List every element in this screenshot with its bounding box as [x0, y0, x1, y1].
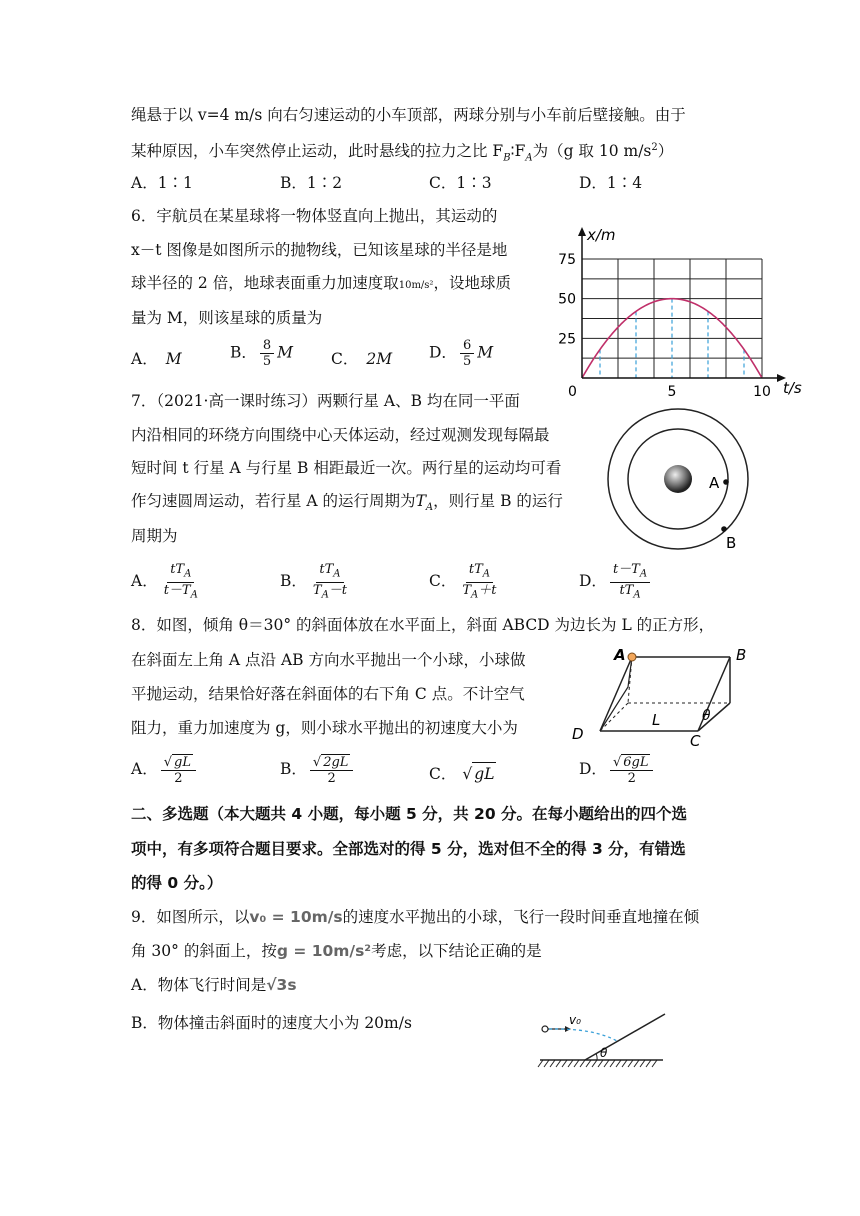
planet-a-label: A — [709, 474, 720, 492]
q5-sup: 2 — [651, 142, 658, 153]
hatch-mark — [652, 1060, 657, 1067]
q8-option-a: A． √ gL 2 — [131, 754, 199, 786]
v0-label: v₀ — [569, 1013, 581, 1027]
q7-opt-b-num: tT — [319, 562, 334, 577]
q8-line1: 8．如图，倾角 θ＝30° 的斜面体放在水平面上，斜面 ABCD 为边长为 L 的正方形， — [131, 616, 715, 634]
label-theta: θ — [702, 708, 711, 724]
central-body — [664, 465, 692, 493]
q6-opt-c-label: C． — [331, 350, 359, 368]
q7-opt-b-label: B． — [280, 572, 307, 591]
theta-arc — [596, 1054, 597, 1061]
y-tick-50: 50 — [558, 291, 576, 308]
hatch-mark — [538, 1060, 543, 1067]
q5-sub-b: B — [503, 152, 511, 164]
q9-option-a — [131, 974, 297, 996]
q8-line3: 平抛运动，结果恰好落在斜面体的右下角 C 点。不计空气 — [131, 685, 525, 703]
q7-option-b — [280, 562, 353, 602]
q6-line1: 6．宇航员在某星球将一物体竖直向上抛出，其运动的 — [131, 207, 498, 225]
q7-opt-d-den-sub: A — [633, 589, 641, 601]
q6-gravity-value: 10m/s² — [398, 280, 434, 291]
q6-opt-b-label: B． — [230, 343, 257, 362]
q7-line1: 7．（2021·高一课时练习）两颗行星 A、B 均在同一平面 — [131, 392, 520, 410]
hatch-mark — [592, 1060, 597, 1067]
hatch-mark — [646, 1060, 651, 1067]
q6-opt-d-num: 6 — [460, 338, 474, 354]
q6-line3c: ，设地球质 — [433, 274, 511, 292]
q5-option-c: C．1∶3 — [429, 174, 492, 192]
x-axis-label: t/s — [783, 379, 802, 397]
q6-option-c — [331, 348, 392, 370]
q9-line1 — [131, 906, 699, 928]
q7-opt-b-den-tail: －t — [328, 582, 348, 598]
q6-option-b — [230, 338, 293, 369]
q8-opt-d-label: D． — [579, 760, 607, 778]
theta-label: θ — [600, 1046, 608, 1060]
q6-opt-b-den: 5 — [262, 354, 272, 369]
hatch-mark — [610, 1060, 615, 1067]
q7-line5: 周期为 — [131, 527, 178, 545]
projectile-ball — [542, 1026, 548, 1032]
q8-opt-b-label: B． — [280, 760, 307, 778]
q9-line1a: 9．如图所示，以 — [131, 908, 250, 926]
hatch-mark — [628, 1060, 633, 1067]
q7-opt-b-den: T — [312, 582, 322, 598]
q8-line2: 在斜面左上角 A 点沿 AB 方向水平抛出一个小球，小球做 — [131, 651, 526, 669]
q8-line4: 阻力，重力加速度为 g，则小球水平抛出的初速度大小为 — [131, 719, 518, 737]
label-c: C — [690, 732, 701, 750]
orbit-diagram — [606, 403, 776, 553]
q7-period-sub: A — [425, 502, 434, 514]
q6-opt-c-val: 2M — [366, 350, 393, 368]
hatch-mark — [586, 1060, 591, 1067]
q6-opt-d-label: D． — [429, 343, 457, 362]
q6-opt-a-label: A． — [131, 350, 158, 368]
q7-opt-c-den-tail: ＋t — [478, 582, 497, 598]
x-tick-10: 10 — [753, 384, 771, 400]
q7-line4-text: 作匀速圆周运动，若行星 A 的运行周期为 — [131, 492, 416, 510]
edge-hidden-diag — [600, 703, 628, 731]
section2-line2: 项中，有多项符合题目要求。全部选对的得 5 分，选对但不全的得 3 分，有错选 — [131, 840, 686, 858]
incline-line — [585, 1014, 665, 1060]
q7-opt-c-den: T — [462, 582, 472, 598]
section2-line3: 的得 0 分。） — [131, 874, 223, 892]
q7-option-d — [579, 562, 653, 602]
q9-v0-expr: v₀ = 10m/s — [249, 908, 343, 926]
q8-opt-d-num: 6gL — [623, 755, 649, 770]
label-l: L — [652, 711, 661, 729]
q7-option-a — [131, 562, 204, 602]
q7-line4 — [131, 490, 563, 519]
trajectory — [549, 1029, 617, 1041]
x-tick-0: 0 — [568, 384, 577, 400]
q6-line3a: 球半径的 2 倍，地球表面重力加速度取 — [131, 274, 399, 292]
q9-line2 — [131, 940, 542, 962]
q7-opt-d-num: t－T — [612, 562, 640, 577]
q7-line3: 短时间 t 行星 A 与行星 B 相距最近一次。两行星的运动均可看 — [131, 459, 562, 477]
x-tick-5: 5 — [667, 384, 677, 400]
label-d: D — [572, 725, 584, 743]
edge-ad — [600, 657, 632, 731]
q7-option-c — [429, 562, 503, 602]
q8-opt-c-num: gL — [472, 762, 496, 785]
q7-period-T: T — [415, 492, 426, 510]
q8-opt-c-label: C． — [429, 765, 457, 783]
q9-opt-a-text: A．物体飞行时间是 — [131, 976, 267, 994]
y-tick-25: 25 — [558, 331, 576, 348]
q6-option-d — [429, 338, 493, 369]
label-b: B — [736, 646, 747, 664]
q7-opt-a-num-sub: A — [184, 568, 192, 580]
q9-line2c: 考虑，以下结论正确的是 — [371, 942, 542, 960]
q5-colon: ∶F — [510, 142, 526, 161]
q9-g-expr: g = 10m/s² — [276, 942, 372, 960]
q9-option-b: B．物体撞击斜面时的速度大小为 20m/s — [131, 1014, 412, 1032]
q5-option-d: D．1∶4 — [579, 174, 643, 192]
hatch-mark — [634, 1060, 639, 1067]
q6-opt-b-num: 8 — [260, 338, 274, 354]
q5-line2-text: 某种原因，小车突然停止运动，此时悬线的拉力之比 F — [131, 142, 504, 161]
hatch-mark — [622, 1060, 627, 1067]
hatch-mark — [598, 1060, 603, 1067]
xt-graph — [555, 222, 802, 402]
q8-opt-b-num: 2gL — [323, 755, 349, 770]
q6-option-a — [131, 348, 182, 370]
chart-grid — [582, 259, 762, 378]
q8-opt-d-den: 2 — [627, 771, 636, 786]
q7-opt-c-label: C． — [429, 572, 457, 591]
hatch-mark — [562, 1060, 567, 1067]
q5-option-b: B．1∶2 — [280, 174, 343, 192]
hatch-mark — [640, 1060, 645, 1067]
section2-line1: 二、多选题（本大题共 4 小题，每小题 5 分，共 20 分。在每小题给出的四个选 — [131, 805, 688, 823]
q8-opt-b-den: 2 — [327, 771, 336, 786]
q7-opt-c-den-sub: A — [471, 589, 479, 601]
q6-opt-d-den: 5 — [462, 354, 472, 369]
q7-line4-tail: ，则行星 B 的运行 — [433, 492, 563, 510]
chart-axes — [578, 227, 786, 382]
planet-a — [723, 479, 729, 485]
hatch-mark — [550, 1060, 555, 1067]
q7-opt-d-label: D． — [579, 572, 607, 591]
q6-line4: 量为 M，则该星球的质量为 — [131, 309, 323, 327]
q7-opt-d-den: tT — [619, 582, 634, 598]
projectile-incline-diagram — [535, 1010, 685, 1072]
ball — [628, 653, 636, 661]
q8-option-c: C． √ gL — [429, 762, 496, 785]
q7-opt-a-num: tT — [170, 562, 185, 577]
q6-line2: x－t 图像是如图所示的抛物线，已知该星球的半径是地 — [131, 241, 508, 259]
planet-b-label: B — [726, 534, 737, 552]
q8-opt-a-den: 2 — [174, 771, 183, 786]
q6-opt-b-tail: M — [277, 343, 294, 362]
q5-line2 — [131, 137, 673, 169]
q5-sub-a: A — [525, 152, 533, 164]
q7-opt-a-den: t－T — [163, 582, 191, 598]
q5-option-a: A．1∶1 — [131, 174, 193, 192]
q6-opt-a-val: M — [165, 350, 182, 368]
hatch-mark — [604, 1060, 609, 1067]
q5-end: ） — [657, 142, 674, 161]
q7-opt-d-num-sub: A — [639, 568, 648, 580]
q9-line1c: 的速度水平抛出的小球，飞行一段时间垂直地撞在倾 — [342, 908, 700, 926]
q6-line3 — [131, 272, 511, 297]
q8-opt-a-num: gL — [174, 755, 191, 770]
q8-option-d: D． √ 6gL 2 — [579, 754, 656, 786]
y-axis-arrow — [578, 227, 586, 236]
q9-opt-a-value: √3s — [266, 976, 297, 994]
hatch-mark — [568, 1060, 573, 1067]
q5-line1: 绳悬于以 v=4 m/s 向右匀速运动的小车顶部，两球分别与小车前后壁接触。由于 — [131, 106, 686, 124]
q9-line2a: 角 30° 的斜面上，按 — [131, 942, 277, 960]
q7-line2: 内沿相同的环绕方向围绕中心天体运动，经过观测发现每隔最 — [131, 426, 550, 444]
q7-opt-b-num-sub: A — [333, 568, 341, 580]
ground-hatch — [538, 1060, 657, 1067]
q7-opt-c-num: tT — [468, 562, 483, 577]
hatch-mark — [616, 1060, 621, 1067]
q7-opt-b-den-sub: A — [321, 589, 329, 601]
label-a: A — [614, 646, 626, 664]
planet-b — [721, 526, 727, 532]
q8-opt-a-label: A． — [131, 760, 158, 778]
y-tick-75: 75 — [558, 252, 576, 268]
hatch-mark — [556, 1060, 561, 1067]
q8-option-b: B． √ 2gL 2 — [280, 754, 356, 786]
q7-opt-c-num-sub: A — [482, 568, 491, 580]
hatch-mark — [580, 1060, 585, 1067]
incline-diagram — [570, 643, 775, 748]
q6-opt-d-tail: M — [477, 343, 494, 362]
q7-opt-a-den-sub: A — [190, 589, 198, 601]
hatch-mark — [574, 1060, 579, 1067]
q7-opt-a-label: A． — [131, 572, 158, 591]
y-axis-label: x/m — [587, 226, 616, 244]
q5-tail: 为（g 取 10 m/s — [532, 142, 652, 161]
hatch-mark — [544, 1060, 549, 1067]
